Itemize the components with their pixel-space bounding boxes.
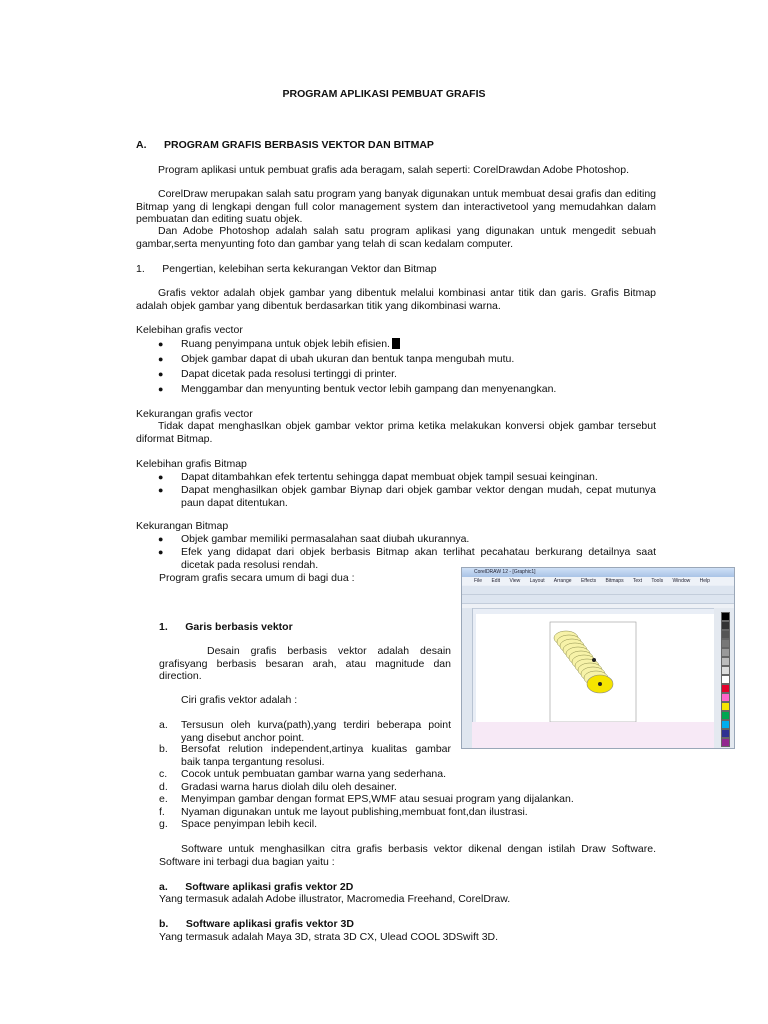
bullet-icon: ●	[158, 339, 164, 349]
color-swatch	[721, 675, 730, 684]
bullet-icon: ●	[158, 547, 164, 557]
software-3d-heading: b. Software aplikasi grafis vektor 3D	[159, 918, 354, 930]
division-text: Program grafis secara umum di bagi dua :	[159, 572, 355, 584]
bullet-icon: ●	[158, 472, 164, 482]
software-2d-heading: a. Software aplikasi grafis vektor 2D	[159, 881, 354, 893]
color-swatch	[721, 684, 730, 693]
color-palette	[714, 608, 734, 748]
intro-paragraph-3: Dan Adobe Photoshop adalah salah satu program aplikasi yang digunakan untuk mengedit sebuah gambar,serta menyunting foto dan gambar yang telah di scan kedalam computer.	[136, 225, 656, 250]
list-item-text: Ruang penyimpana untuk objek lebih efisien.	[181, 338, 390, 350]
menu-item: Bitmaps	[605, 578, 624, 584]
bullet-icon: ●	[158, 485, 164, 495]
color-swatch	[721, 666, 730, 675]
window-titlebar: CorelDRAW 12 - [Graphic1]	[462, 568, 734, 577]
vector-pros-heading: Kelebihan grafis vector	[136, 324, 243, 336]
menu-item: Effects	[580, 578, 597, 584]
menu-item: Tools	[651, 578, 664, 584]
list-marker: g.	[159, 818, 168, 830]
menu-item: Window	[672, 578, 691, 584]
software-3d-text: Yang termasuk adalah Maya 3D, strata 3D CX, Ulead COOL 3DSwift 3D.	[159, 931, 499, 943]
menu-item: Text	[632, 578, 643, 584]
intro-paragraph-2: CorelDraw merupakan salah satu program yang banyak digunakan untuk membuat desai grafis dan editing Bitmap yang di lengkapi dengan full color management system dan interactivetool yang memudahkan dalam pembuatan dan editing suatu objek.	[136, 188, 656, 225]
list-item-text: Efek yang didapat dari objek berbasis Bitmap akan terlihat pecahatau berkurang detailnya saat dicetak pada resolusi rendah.	[181, 546, 656, 571]
color-swatch	[721, 639, 730, 648]
vector-cons-text: Tidak dapat menghasIkan objek gambar vektor prima ketika melakukan konversi objek gambar tersebut diformat Bitmap.	[136, 420, 656, 445]
document-title: PROGRAM APLIKASI PEMBUAT GRAFIS	[282, 88, 486, 100]
sub-1-heading: 1. Garis berbasis vektor	[159, 621, 293, 633]
list-item-text: Tersusun oleh kurva(path),yang terdiri beberapa point yang disebut anchor point.	[181, 719, 451, 744]
menu-item: Arrange	[553, 578, 572, 584]
bullet-icon: ●	[158, 354, 164, 364]
list-item-text: Space penyimpan lebih kecil.	[181, 818, 317, 830]
list-marker: c.	[159, 768, 168, 780]
menu-bar	[462, 577, 734, 585]
color-swatch	[721, 648, 730, 657]
software-paragraph: Software untuk menghasilkan citra grafis berbasis vektor dikenal dengan istilah Draw Software. Software ini terbagi dua bagian yaitu :	[159, 843, 656, 868]
property-bar	[462, 595, 734, 604]
color-swatch	[721, 612, 730, 621]
list-item-text: Dapat menghasilkan objek gambar Biynap dari objek gambar vektor dengan mudah, cepat mutunya paun dapat ditentukan.	[181, 484, 656, 509]
color-swatch	[721, 738, 730, 747]
definition-paragraph: Grafis vektor adalah objek gambar yang dibentuk melalui kombinasi antar titik dan garis. Grafis Bitmap adalah objek gambar yang dibentuk berdasarkan titik yang dikombinasi warna.	[136, 287, 656, 312]
list-item-text: Dapat dicetak pada resolusi tertinggi di printer.	[181, 368, 397, 380]
bitmap-pros-heading: Kelebihan grafis Bitmap	[136, 458, 247, 470]
list-marker: a.	[159, 719, 168, 731]
list-item-text: Bersofat relution independent,artinya kualitas gambar baik tanpa tergantung resolusi.	[181, 743, 451, 768]
standard-toolbar	[462, 586, 734, 595]
color-swatch	[721, 657, 730, 666]
section-a-heading: A. PROGRAM GRAFIS BERBASIS VEKTOR DAN BITMAP	[136, 139, 434, 151]
coreldraw-screenshot	[461, 567, 735, 749]
intro-paragraph-1: Program aplikasi untuk pembuat grafis ada beragam, salah seperti: CorelDrawdan Adobe Photoshop.	[158, 164, 630, 176]
item-1-heading: 1. Pengertian, kelebihan serta kekurangan Vektor dan Bitmap	[136, 263, 437, 275]
sub-1-text: Desain grafis berbasis vektor adalah desain grafisyang berbasis besaran arah, atau magnitude dan direction.	[159, 645, 451, 682]
menu-item: Layout	[529, 578, 545, 584]
list-marker: f.	[159, 806, 165, 818]
list-item-text: Objek gambar memiliki permasalahan saat diubah ukurannya.	[181, 533, 470, 545]
list-item-text: Cocok untuk pembuatan gambar warna yang sederhana.	[181, 768, 447, 780]
color-swatch	[721, 720, 730, 729]
menu-item: File	[474, 578, 483, 584]
list-item-text: Objek gambar dapat di ubah ukuran dan bentuk tanpa mengubah mutu.	[181, 353, 515, 365]
list-item-text: Gradasi warna harus diolah dilu oleh desainer.	[181, 781, 397, 793]
software-2d-text: Yang termasuk adalah Adobe illustrator, Macromedia Freehand, CorelDraw.	[159, 893, 511, 905]
list-item-text: Menggambar dan menyunting bentuk vector lebih gampang dan menyenangkan.	[181, 383, 557, 395]
bullet-icon: ●	[158, 384, 164, 394]
bitmap-cons-heading: Kekurangan Bitmap	[136, 520, 229, 532]
status-area	[472, 722, 714, 749]
color-swatch	[721, 711, 730, 720]
list-marker: b.	[159, 743, 168, 755]
color-swatch	[721, 702, 730, 711]
color-swatch	[721, 693, 730, 702]
vector-cons-heading: Kekurangan grafis vector	[136, 408, 253, 420]
ruler	[462, 604, 734, 609]
menu-item: Help	[699, 578, 710, 584]
list-marker: d.	[159, 781, 168, 793]
list-item-text: Dapat ditambahkan efek tertentu sehingga dapat membuat objek tampil sesuai keinginan.	[181, 471, 598, 483]
list-item-text: Menyimpan gambar dengan format EPS,WMF atau sesuai program yang dijalankan.	[181, 793, 574, 805]
bullet-icon: ●	[158, 369, 164, 379]
color-swatch	[721, 729, 730, 738]
list-item-text: Nyaman digunakan untuk me layout publishing,membuat font,dan ilustrasi.	[181, 806, 528, 818]
text-cursor-icon	[392, 338, 400, 349]
list-marker: e.	[159, 793, 168, 805]
menu-item: Edit	[491, 578, 501, 584]
bullet-icon: ●	[158, 534, 164, 544]
menu-item: View	[509, 578, 521, 584]
color-swatch	[721, 621, 730, 630]
color-swatch	[721, 630, 730, 639]
ciri-heading: Ciri grafis vektor adalah :	[181, 694, 298, 706]
